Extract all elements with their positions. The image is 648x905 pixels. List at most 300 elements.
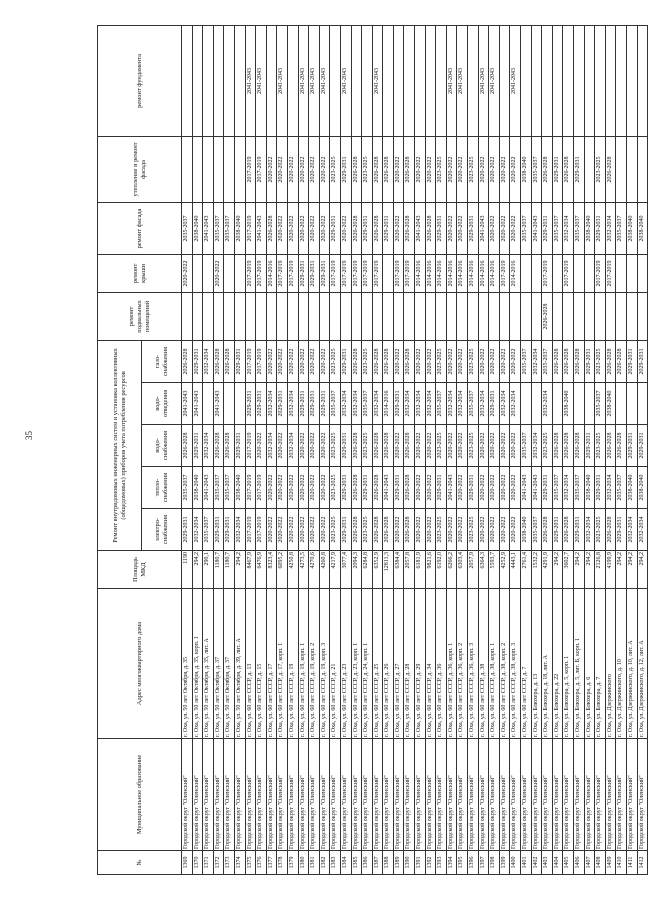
cell-basement [584,292,595,340]
cell-address: г. Оха, ул. 60 лет СССР, д. 7 [521,589,532,739]
cell-municipality: Городской округ "Оленский" [245,739,256,851]
cell-basement [446,292,457,340]
cell-heat: 2026-2028 [372,467,383,509]
cell-insulation: 2020-2022 [287,136,298,202]
cell-water: 2020-2022 [510,425,521,467]
table-row [489,25,500,874]
cell-area: 2094,3 [351,551,362,589]
cell-address: г. Оха, ул. Дзержинского [605,589,616,739]
cell-address: г. Оха, ул. Дзержинского, д. 10, лит. А [626,589,637,739]
cell-area: 6192,0 [436,551,447,589]
cell-basement [468,292,479,340]
table-row [510,25,521,874]
cell-facade: 2026-2028 [372,202,383,254]
cell-gas: 2020-2022 [489,340,500,382]
cell-heat: 2026-2028 [404,467,415,509]
cell-heat: 2020-2022 [298,467,309,509]
cell-insulation [584,136,595,202]
cell-area: 6266,2 [446,551,457,589]
cell-gas: 2017-2019 [256,340,267,382]
cell-water: 2035-2037 [521,425,532,467]
cell-municipality: Городской округ "Оленский" [298,739,309,851]
cell-facade: 2041-2043 [203,202,214,254]
cell-facade: 2020-2022 [319,202,330,254]
cell-municipality: Городской округ "Оленский" [573,739,584,851]
cell-heat: 2020-2022 [415,467,426,509]
cell-electro: 2029-2031 [616,509,627,551]
cell-water: 2020-2022 [309,425,320,467]
cell-foundation [425,25,436,136]
cell-municipality: Городской округ "Оленский" [203,739,214,851]
cell-insulation: 2038-2040 [521,136,532,202]
cell-heat: 2029-2031 [542,467,553,509]
cell-facade: 2026-2028 [266,202,277,254]
cell-row-num: 1377 [266,851,277,875]
cell-foundation: 2041-2043 [340,25,351,136]
cell-gas: 2020-2022 [478,340,489,382]
cell-heat: 2041-2043 [203,467,214,509]
cell-area: 294,2 [616,551,627,589]
cell-heat: 2035-2037 [182,467,193,509]
cell-foundation [234,25,245,136]
header-heat: тепло-снабжения [142,467,182,509]
cell-foundation: 2041-2043 [309,25,320,136]
cell-drain: 2041-2043 [182,383,193,425]
cell-address: г. Оха, ул. Блюхера, д. 7 [595,589,606,739]
cell-water: 2026-2028 [573,425,584,467]
cell-municipality: Городской округ "Оленский" [266,739,277,851]
cell-water: 2020-2022 [446,425,457,467]
cell-roof: 2017-2019 [393,254,404,292]
cell-basement [192,292,203,340]
cell-foundation [499,25,510,136]
cell-municipality: Городской округ "Оленский" [510,739,521,851]
cell-foundation: 2041-2043 [277,25,288,136]
cell-facade: 2020-2022 [489,202,500,254]
cell-municipality: Городской округ "Оленский" [446,739,457,851]
cell-row-num: 1375 [245,851,256,875]
cell-roof: 2029-2031 [298,254,309,292]
cell-insulation: 2026-2028 [605,136,616,202]
table-row [277,25,288,874]
cell-facade: 2029-2031 [542,202,553,254]
cell-area: 6476,9 [256,551,267,589]
table-row [372,25,383,874]
table-row [234,25,245,874]
cell-electro: 2020-2022 [499,509,510,551]
cell-water: 2020-2022 [499,425,510,467]
cell-gas: 2020-2022 [510,340,521,382]
table-row [362,25,373,874]
cell-facade: 2020-2022 [340,202,351,254]
cell-roof: 2014-2016 [415,254,426,292]
cell-water: 2020-2022 [478,425,489,467]
cell-insulation: 2020-2022 [478,136,489,202]
cell-drain: 2032-2034 [425,383,436,425]
cell-drain: 2032-2034 [351,383,362,425]
cell-foundation [637,25,648,136]
table-row [287,25,298,874]
cell-drain: 2032-2034 [266,383,277,425]
cell-insulation [182,136,193,202]
cell-roof: 2020-2022 [182,254,193,292]
cell-heat: 2029-2031 [436,467,447,509]
cell-area: 1180,7 [224,551,235,589]
cell-drain: 2029-2031 [393,383,404,425]
cell-foundation [404,25,415,136]
cell-electro: 2032-2034 [626,509,637,551]
cell-insulation: 2017-2019 [245,136,256,202]
cell-drain: 2032-2034 [287,383,298,425]
cell-row-num: 1381 [309,851,320,875]
cell-electro: 2035-2037 [203,509,214,551]
cell-gas: 2020-2022 [415,340,426,382]
cell-heat: 2017-2019 [256,467,267,509]
cell-heat: 2029-2031 [362,467,373,509]
cell-facade: 2020-2022 [287,202,298,254]
cell-water: 2020-2022 [319,425,330,467]
cell-drain [531,383,542,425]
cell-electro: 2020-2022 [457,509,468,551]
cell-gas: 2020-2022 [499,340,510,382]
cell-municipality: Городской округ "Оленский" [340,739,351,851]
cell-row-num: 1403 [542,851,553,875]
cell-heat: 2020-2022 [319,467,330,509]
header-insulation: утепление и ремонт фасада [98,136,182,202]
cell-roof: 2017-2019 [595,254,606,292]
cell-basement [330,292,341,340]
cell-heat: 2041-2043 [521,467,532,509]
cell-foundation [203,25,214,136]
cell-foundation [224,25,235,136]
cell-electro: 2020-2022 [510,509,521,551]
cell-municipality: Городской округ "Оленский" [637,739,648,851]
cell-foundation [362,25,373,136]
cell-foundation [616,25,627,136]
cell-insulation: 2026-2028 [351,136,362,202]
cell-drain: 2029-2031 [277,383,288,425]
cell-municipality: Городской округ "Оленский" [468,739,479,851]
cell-gas: 2029-2031 [637,340,648,382]
cell-drain: 2032-2034 [542,383,553,425]
table-row [213,25,224,874]
cell-row-num: 1393 [436,851,447,875]
cell-foundation: 2041-2043 [478,25,489,136]
cell-water: 2029-2031 [584,425,595,467]
cell-municipality: Городской округ "Оленский" [383,739,394,851]
table-row [531,25,542,874]
cell-roof [521,254,532,292]
cell-basement [256,292,267,340]
cell-heat: 2029-2031 [340,467,351,509]
cell-electro: 2020-2022 [489,509,500,551]
cell-address: г. Оха, ул. 50 лет Октября, д. 35, лит. А [203,589,214,739]
cell-municipality: Городской округ "Оленский" [478,739,489,851]
cell-drain: 2029-2031 [245,383,256,425]
table-row [319,25,330,874]
cell-address: г. Оха, ул. 60 лет СССР, д. 28 [404,589,415,739]
cell-insulation [213,136,224,202]
cell-electro: 2026-2028 [542,509,553,551]
cell-insulation [637,136,648,202]
cell-address: г. Оха, ул. 60 лет СССР, д. 19, корп. 1 [298,589,309,739]
cell-drain: 2035-2037 [468,383,479,425]
cell-insulation: 2035-2037 [531,136,542,202]
cell-area: 4270,6 [309,551,320,589]
cell-gas: 2023-2025 [436,340,447,382]
cell-heat: 2035-2037 [573,467,584,509]
cell-drain: 2041-2043 [213,383,224,425]
cell-roof: 2017-2019 [256,254,267,292]
cell-insulation: 2020-2022 [457,136,468,202]
table-row [436,25,447,874]
cell-row-num: 1385 [351,851,362,875]
cell-facade: 2029-2031 [383,202,394,254]
cell-gas: 2023-2025 [330,340,341,382]
cell-address: г. Оха, ул. 60 лет СССР, д. 26 [383,589,394,739]
cell-drain [626,383,637,425]
cell-row-num: 1387 [372,851,383,875]
cell-gas: 2020-2022 [446,340,457,382]
table-row [256,25,267,874]
cell-electro: 2020-2022 [446,509,457,551]
cell-drain [203,383,214,425]
cell-address: г. Оха, ул. Дзержинского, д. 12, лит. А [637,589,648,739]
cell-address: г. Оха, ул. Блюхера, д. 6 [584,589,595,739]
cell-row-num: 1369 [182,851,193,875]
cell-drain: 2032-2034 [404,383,415,425]
cell-facade: 2017-2019 [245,202,256,254]
cell-address: г. Оха, ул. 50 лет Октября, д. 39, лит. А [234,589,245,739]
cell-foundation [266,25,277,136]
cell-basement [510,292,521,340]
cell-electro: 2020-2022 [287,509,298,551]
cell-basement [340,292,351,340]
cell-gas: 2035-2037 [521,340,532,382]
cell-foundation [531,25,542,136]
cell-roof [192,254,203,292]
cell-roof: 2014-2016 [478,254,489,292]
cell-electro: 2020-2022 [298,509,309,551]
cell-insulation: 2029-2031 [552,136,563,202]
cell-area: 2057,9 [468,551,479,589]
cell-heat: 2020-2022 [277,467,288,509]
cell-water: 2029-2031 [340,425,351,467]
cell-water: 2020-2022 [256,425,267,467]
cell-foundation [563,25,574,136]
cell-gas: 2023-2025 [468,340,479,382]
cell-facade: 2020-2022 [277,202,288,254]
cell-water: 2017-2019 [245,425,256,467]
cell-gas: 2032-2034 [203,340,214,382]
cell-electro: 2017-2019 [256,509,267,551]
table-row [192,25,203,874]
cell-municipality: Городской округ "Оленский" [319,739,330,851]
cell-row-num: 1370 [192,851,203,875]
cell-gas: 2026-2028 [552,340,563,382]
cell-facade: 2038-2040 [637,202,648,254]
cell-row-num: 1376 [256,851,267,875]
cell-electro: 2020-2022 [266,509,277,551]
cell-roof: 2017-2019 [287,254,298,292]
cell-facade: 2020-2022 [457,202,468,254]
cell-area: 9821,6 [425,551,436,589]
cell-electro: 2038-2040 [521,509,532,551]
cell-water: 2020-2022 [277,425,288,467]
cell-address: г. Оха, ул. 60 лет СССР, д. 34 [425,589,436,739]
cell-address: г. Оха, ул. 60 лет СССР, д. 15 [256,589,267,739]
cell-address: г. Оха, ул. 60 лет СССР, д. 38, корп. 3 [510,589,521,739]
cell-municipality: Городской округ "Оленский" [213,739,224,851]
cell-foundation: 2041-2043 [319,25,330,136]
table-row [340,25,351,874]
cell-roof: 2014-2016 [489,254,500,292]
cell-facade: 2038-2040 [584,202,595,254]
cell-insulation: 2020-2022 [298,136,309,202]
cell-foundation [182,25,193,136]
cell-insulation [234,136,245,202]
cell-row-num: 1394 [446,851,457,875]
cell-foundation [595,25,606,136]
cell-area: 290,1 [203,551,214,589]
cell-electro: 2020-2022 [319,509,330,551]
cell-basement [372,292,383,340]
cell-insulation: 2020-2022 [489,136,500,202]
cell-water: 2020-2022 [457,425,468,467]
cell-gas: 2020-2022 [393,340,404,382]
cell-basement [287,292,298,340]
cell-electro: 2026-2028 [372,509,383,551]
cell-insulation: 2020-2022 [393,136,404,202]
cell-water: 2026-2028 [383,425,394,467]
cell-roof: 2020-2022 [213,254,224,292]
cell-row-num: 1402 [531,851,542,875]
cell-facade: 2020-2022 [446,202,457,254]
cell-drain: 2038-2040 [605,383,616,425]
cell-area: 294,2 [234,551,245,589]
cell-gas: 2026-2028 [383,340,394,382]
cell-basement [404,292,415,340]
cell-basement [203,292,214,340]
cell-facade: 2032-2034 [563,202,574,254]
cell-foundation [213,25,224,136]
cell-basement [234,292,245,340]
cell-municipality: Городской округ "Оленский" [489,739,500,851]
cell-gas: 2029-2031 [584,340,595,382]
cell-gas: 2020-2022 [287,340,298,382]
cell-municipality: Городской округ "Оленский" [542,739,553,851]
cell-foundation: 2041-2043 [489,25,500,136]
cell-electro: 2029-2031 [213,509,224,551]
cell-address: г. Оха, ул. Дзержинского, д. 10 [616,589,627,739]
cell-facade: 2035-2037 [616,202,627,254]
cell-municipality: Городской округ "Оленский" [351,739,362,851]
cell-gas: 2026-2028 [351,340,362,382]
cell-facade: 2029-2031 [436,202,447,254]
cell-gas: 2026-2028 [213,340,224,382]
cell-area: 4291,9 [542,551,553,589]
cell-basement [499,292,510,340]
cell-facade: 2041-2043 [531,202,542,254]
cell-municipality: Городской округ "Оленский" [234,739,245,851]
cell-heat: 2020-2022 [478,467,489,509]
cell-area: 2126,8 [595,551,606,589]
cell-gas: 2029-2031 [340,340,351,382]
cell-water: 2026-2028 [616,425,627,467]
header-num: № [98,851,182,875]
cell-drain [234,383,245,425]
cell-electro: 2029-2031 [573,509,584,551]
cell-heat: 2038-2040 [584,467,595,509]
cell-municipality: Городской округ "Оленский" [425,739,436,851]
cell-water: 2032-2034 [531,425,542,467]
cell-electro: 2023-2025 [330,509,341,551]
cell-municipality: Городской округ "Оленский" [626,739,637,851]
cell-facade: 2038-2040 [234,202,245,254]
cell-address: г. Оха, ул. 60 лет СССР, д. 29 [415,589,426,739]
cell-basement [393,292,404,340]
cell-basement [277,292,288,340]
table-row [457,25,468,874]
cell-foundation: 2041-2043 [372,25,383,136]
cell-drain [584,383,595,425]
cell-water: 2020-2022 [298,425,309,467]
cell-address: г. Оха, ул. 60 лет СССР, д. 36, корп. 2 [457,589,468,739]
cell-electro: 2032-2034 [637,509,648,551]
cell-insulation: 2020-2022 [277,136,288,202]
cell-facade: 2038-2040 [192,202,203,254]
cell-basement [213,292,224,340]
cell-heat: 2017-2019 [245,467,256,509]
cell-electro: 2026-2028 [404,509,415,551]
cell-heat: 2029-2031 [595,467,606,509]
cell-municipality: Городской округ "Оленский" [224,739,235,851]
cell-foundation [468,25,479,136]
cell-water: 2023-2025 [595,425,606,467]
table-row [626,25,637,874]
header-address: Адрес многоквартирного дома [98,589,182,739]
cell-foundation: 2041-2043 [256,25,267,136]
header-gas: газо-снабжения [142,340,182,382]
cell-row-num: 1380 [298,851,309,875]
cell-roof: 2017-2019 [404,254,415,292]
cell-address: г. Оха, ул. 60 лет СССР, д. 17 [266,589,277,739]
cell-area: 8323,4 [266,551,277,589]
cell-area: 294,2 [584,551,595,589]
table-row [605,25,616,874]
cell-area: 6384,4 [393,551,404,589]
cell-basement [362,292,373,340]
cell-insulation: 2020-2022 [319,136,330,202]
cell-gas: 2020-2022 [277,340,288,382]
cell-area: 1532,2 [531,551,542,589]
cell-basement [266,292,277,340]
cell-water: 2029-2031 [192,425,203,467]
cell-row-num: 1386 [362,851,373,875]
table-row [446,25,457,874]
cell-insulation [616,136,627,202]
cell-heat: 2023-2025 [330,467,341,509]
cell-roof: 2014-2016 [446,254,457,292]
cell-electro: 2029-2031 [224,509,235,551]
cell-electro: 2032-2034 [234,509,245,551]
header-basement: ремонт подвальных помещений [98,292,182,340]
cell-basement [351,292,362,340]
cell-address: г. Оха, ул. 60 лет СССР, д. 23, корп. 1 [351,589,362,739]
cell-area: 3077,4 [340,551,351,589]
rotated-table-stage [97,26,645,875]
cell-area: 294,2 [637,551,648,589]
